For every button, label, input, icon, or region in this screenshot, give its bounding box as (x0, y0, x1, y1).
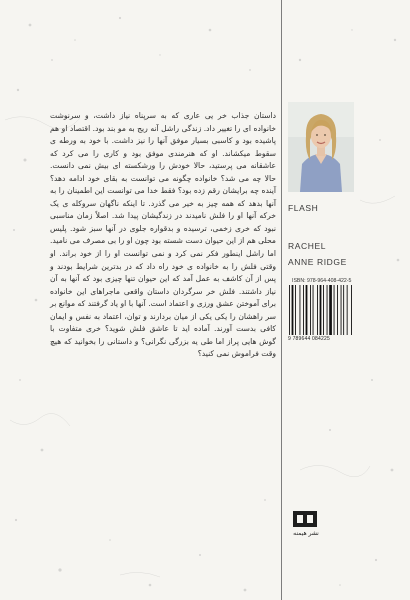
author-photo (288, 102, 354, 192)
author-first-name: RACHEL (288, 241, 327, 251)
publisher-logo (293, 511, 317, 527)
barcode (288, 285, 355, 335)
synopsis-text (50, 110, 276, 361)
publisher-name: نشر هیمنه (293, 530, 319, 537)
author-last-name: ANNE RIDGE (288, 257, 347, 267)
isbn-text: ISBN: 978-964-408-422-5 (292, 278, 352, 284)
barcode-digits: 9 789644 084225 (288, 336, 330, 342)
author-name (288, 238, 358, 270)
synopsis-paragraph: داستان جذاب خر یی عاری که به سرپناه نیاز داشت، و سرنوشت خانواده ای را تغییر داد. زندگی راشل آنه ریج به مو بند بود. اقتصاد او هم پاشیده بود و کاسبی بسیار موفق آنها را نیز داشت. با خود به ورطه ی سقوط میکشاند. او که هنرمندی موفق بود و کاری را می کرد که عاشقانه می پرستید، حالا خودش را ورشکسته ای بیش نمی دانست. حالا چه می شد؟ خانواده چگونه می توانست به بقای خود ادامه دهد؟ آینده چه برایشان رقم زده بود؟ فقط خدا می توانست این اطمینان را به آنها بدهد که همه چیز به خیر می گذرد. تا اینکه ناگهان سروکله ی یک خرکه آنها او را فلش نامیدند در زندگیشان پیدا شد. اصلاً زمان مناسبی نبود که خری زخمی، ترسیده و بدقواره جلوی در آنها سبز شود. پلیس محلی هم از این حیوان دست شسته بود چون او را بی مصرف می نامید. اما راشل اینطور فکر نمی کرد و نمی توانست او را از خود براند. او وقتی فلش را به خانواده ی خود راه داد که در بدترین شرایط بودند و پس از آن کاشف به عمل آمد که این حیوان تنها چیزی بود که آنها به آن نیاز داشتند. فلش خر سرگردان داستان واقعی ماجراهای این خانواده برای آموختن عشق ورزی و اعتماد است. آنها با او یاد گرفتند که موانع بر سر راهشان را یکی یکی از میان بردارند و توان، اعتماد به نفس و ایمان کافی بدست آورند. آماده اید تا عاشق فلش شوید؟ خری متفاوت با گوش هایی پراز اما طی یه بزرگی نگرانی؟ و داستانی را بخوانید که هیچ وقت فراموش نمی کنید؟ (50, 111, 276, 359)
cover-divider (281, 0, 282, 600)
book-title: FLASH (288, 203, 319, 213)
